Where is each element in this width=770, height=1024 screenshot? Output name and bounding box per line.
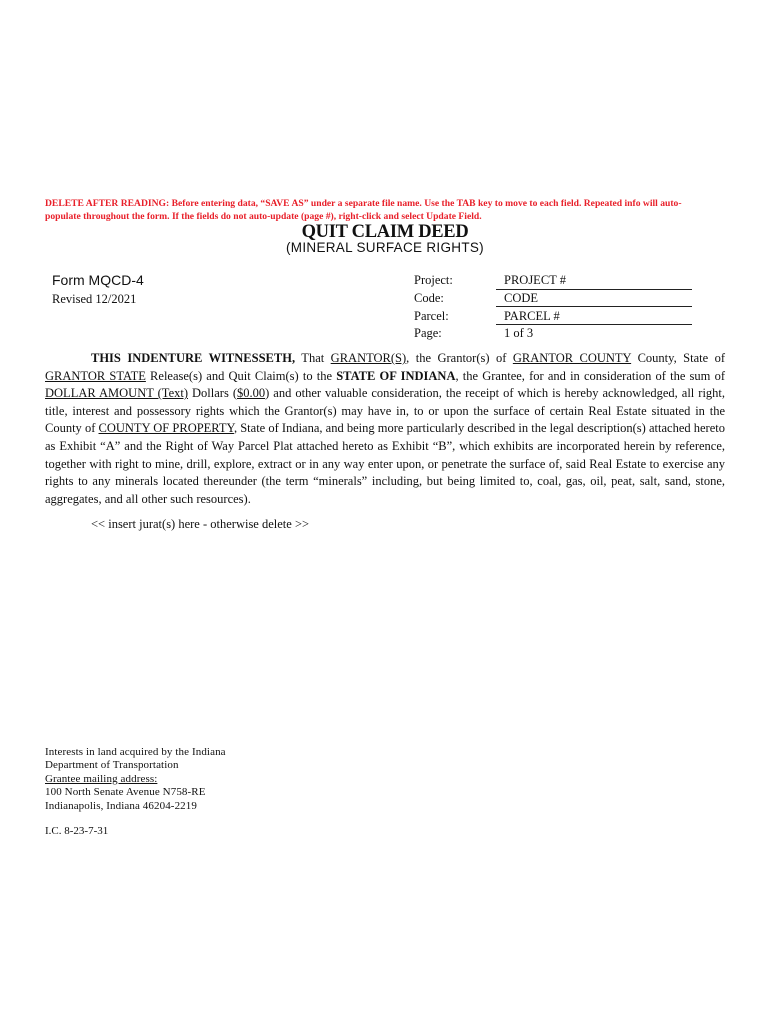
- code-label: Code:: [414, 290, 444, 305]
- deed-body: [45, 350, 725, 508]
- parcel-field[interactable]: PARCEL #: [496, 309, 692, 326]
- grantor-state-field[interactable]: GRANTOR STATE: [45, 368, 146, 383]
- grantor-county-field[interactable]: GRANTOR COUNTY: [512, 351, 632, 365]
- grantor-field[interactable]: GRANTOR(S): [330, 351, 407, 365]
- footer-line-1: Interests in land acquired by the Indiana: [45, 746, 226, 758]
- parcel-label: Parcel:: [414, 308, 449, 323]
- project-label: Project:: [414, 273, 453, 287]
- body-text-7: ) and other valuable consideration, the receipt of which is hereby acknowledged, all right, title, interest and possessory rights which the Grantor(s) may have in, to or upon the surface of certain Real Estate situated in the County of: [45, 386, 726, 436]
- body-text-6: Dollars (: [188, 386, 237, 401]
- deed-paragraph: [45, 350, 725, 508]
- parcel-row: [414, 309, 704, 327]
- code-row: [414, 291, 704, 309]
- body-text-4: Release(s) and Quit Claim(s) to the: [145, 368, 337, 383]
- footer-street-address: 100 North Senate Avenue N758-RE: [45, 786, 206, 799]
- page-row: [414, 326, 704, 344]
- footer-city-state-zip: Indianapolis, Indiana 46204-2219: [45, 799, 197, 812]
- jurat-placeholder[interactable]: << insert jurat(s) here - otherwise delete >>: [91, 517, 310, 531]
- dollar-amount-text-field[interactable]: DOLLAR AMOUNT (Text): [45, 386, 189, 401]
- code-field[interactable]: CODE: [496, 291, 692, 308]
- parcel-info-block: [414, 273, 704, 344]
- project-field[interactable]: PROJECT #: [496, 273, 692, 290]
- grantee-mailing-heading: Grantee mailing address:: [45, 772, 158, 785]
- body-text-5: , the Grantee, for and in consideration of the sum of: [455, 368, 725, 383]
- indenture-lead: THIS INDENTURE WITNESSETH,: [91, 351, 296, 365]
- page-label: Page:: [414, 326, 442, 341]
- footer-line-2: Department of Transportation: [45, 759, 179, 772]
- dollar-amount-field[interactable]: $0.00: [237, 386, 266, 401]
- grantee-address-block: [45, 746, 226, 813]
- form-number: Form MQCD-4: [52, 272, 144, 288]
- state-of-indiana: STATE OF INDIANA: [336, 368, 456, 383]
- body-text-2: , the Grantor(s) of: [406, 351, 513, 365]
- delete-after-reading-notice: DELETE AFTER READING: Before entering data, “SAVE AS” under a separate file name. Use the TAB key to move to each field. Repeated info will auto-populate throughout the form. If the fields do not auto-update (page #), right-click and select Update Field.: [45, 198, 682, 222]
- body-text-1: That: [295, 351, 331, 365]
- document-title: QUIT CLAIM DEED: [301, 222, 469, 242]
- body-text-3: County, State of: [631, 351, 726, 365]
- page-number-field[interactable]: 1 of 3: [504, 326, 534, 341]
- revision-date: Revised 12/2021: [52, 292, 137, 306]
- county-of-property-field[interactable]: COUNTY OF PROPERTY: [98, 421, 234, 436]
- project-row: [414, 273, 704, 291]
- document-subtitle: (MINERAL SURFACE RIGHTS): [286, 240, 484, 255]
- body-text-8: , State of Indiana, and being more particularly described in the legal description(s) attached hereto as Exhibit “A” and the Right of Way Parcel Plat attached hereto as Exhibit “B”, which exhibits are incorporated herein by reference, together with right to mine, drill, explore, extract or in any way enter upon, or penetrate the surface of, said Real Estate to exercise any rights to any minerals located thereunder (the term “minerals” including, but being limited to, coal, gas, oil, peat, salt, sand, stone, aggregates, and all other such resources).: [45, 421, 725, 506]
- indiana-code-citation: I.C. 8-23-7-31: [45, 825, 109, 837]
